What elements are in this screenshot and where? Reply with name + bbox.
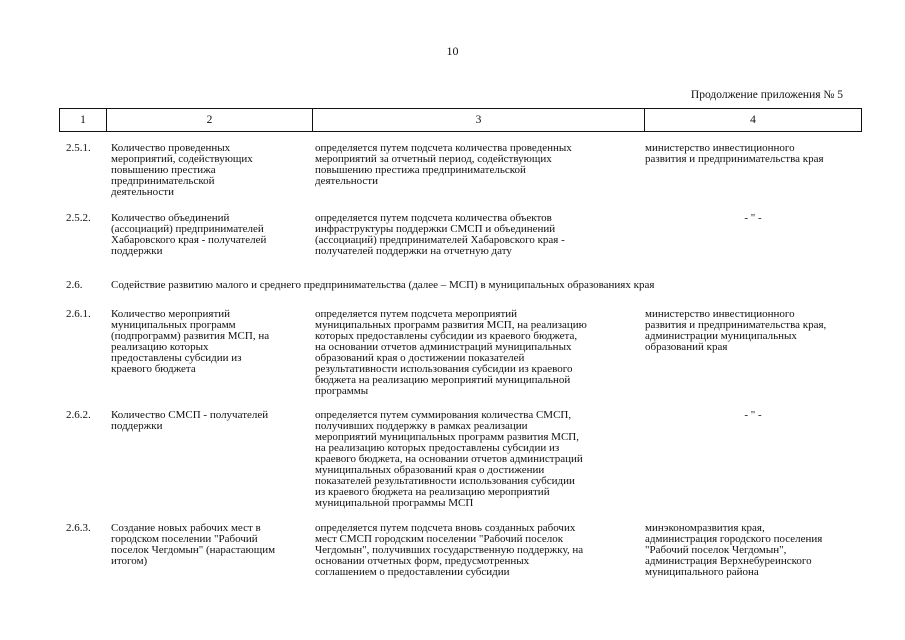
responsible-same-as-above: - " -	[744, 409, 762, 421]
calculation-method: определяется путем подсчета мероприятий муниципальных программ развития МСП, на реализацию которых предоставлены субсидии из краевого бюджета, на основании отчетов администраций муниципальных образований края о достижении показателей результативности использования субсидии из краевого бюджета на реализацию мероприятий муниципальной программы	[315, 308, 587, 397]
responsible-body: министерство инвестиционного развития и предпринимательства края	[645, 142, 824, 165]
row-number: 2.6.1.	[66, 308, 91, 320]
calculation-method: определяется путем суммирования количества СМСП, получивших поддержку в рамках реализации мероприятий муниципальных программ развития МСП, на реализацию которых предоставлены субсидии из краевого бюджета, на основании отчетов администраций муниципальных образований края о достижении показателей результативности использования субсидии из краевого бюджета на реализацию мероприятий муниципальной программы МСП	[315, 409, 583, 509]
row-number: 2.5.2.	[66, 212, 91, 224]
continuation-note: Продолжение приложения № 5	[690, 89, 843, 101]
header-col-3: 3	[313, 109, 645, 132]
table-header	[59, 108, 862, 132]
page-number: 10	[446, 44, 459, 58]
calculation-method: определяется путем подсчета количества объектов инфраструктуры поддержки СМСП и объединений (ассоциаций) предпринимателей Хабаровского края - получателей поддержки на отчетную дату	[315, 212, 565, 257]
calculation-method: определяется путем подсчета вновь созданных рабочих мест СМСП городским поселении "Рабочий поселок Чегдомын", получивших государственную поддержку, на основании отчетных форм, предусмотренных соглашением о предоставлении субсидии	[315, 522, 584, 578]
row-number: 2.6.2.	[66, 409, 91, 421]
header-col-1: 1	[60, 109, 107, 132]
section-title: Содействие развитию малого и среднего предпринимательства (далее – МСП) в муниципальных образованиях края	[111, 279, 655, 291]
row-number: 2.6.	[66, 279, 83, 291]
calculation-method: определяется путем подсчета количества проведенных мероприятий за отчетный период, содействующих повышению престижа предпринимательской деятельности	[315, 142, 572, 187]
responsible-body: министерство инвестиционного развития и предпринимательства края, администрации муниципальных образований края	[645, 308, 827, 353]
indicator-name: Создание новых рабочих мест в городском поселении "Рабочий поселок Чегдомын" (нарастающим итогом)	[111, 522, 276, 567]
header-col-2: 2	[107, 109, 313, 132]
indicator-name: Количество мероприятий муниципальных программ (подпрограмм) развития МСП, на реализацию которых предоставлены субсидии из краевого бюджета	[111, 308, 270, 375]
indicator-name: Количество проведенных мероприятий, содействующих повышению престижа предпринимательской деятельности	[111, 142, 253, 198]
indicator-name: Количество СМСП - получателей поддержки	[111, 409, 269, 432]
responsible-body: минэкономразвития края, администрация городского поселения "Рабочий поселок Чегдомын", администрация Верхнебуреинского муниципального района	[645, 522, 823, 578]
responsible-same-as-above: - " -	[744, 212, 762, 224]
row-number: 2.6.3.	[66, 522, 91, 534]
indicator-name: Количество объединений (ассоциаций) предпринимателей Хабаровского края - получателей поддержки	[111, 212, 267, 257]
header-col-4: 4	[645, 109, 862, 132]
row-number: 2.5.1.	[66, 142, 91, 154]
